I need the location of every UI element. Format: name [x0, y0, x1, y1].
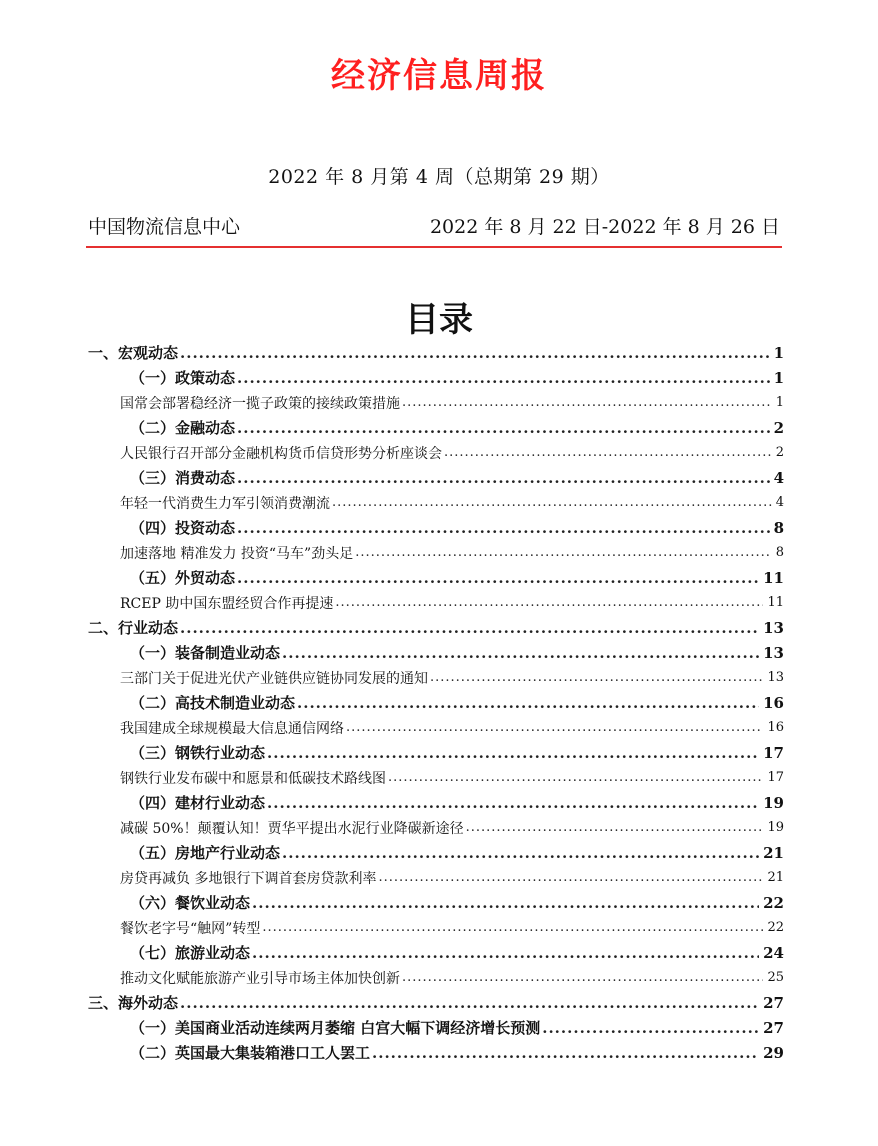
toc-entry-label: 加速落地 精准发力 投资“马车”劲头足	[120, 545, 354, 562]
toc-entry[interactable]	[88, 640, 784, 665]
toc-dot-leader	[332, 495, 772, 510]
toc-dot-leader	[282, 644, 759, 662]
toc-dot-leader	[252, 944, 759, 962]
toc-entry-page: 19	[767, 820, 784, 835]
header-divider	[86, 246, 782, 248]
toc-entry-page: 19	[763, 793, 784, 812]
toc-entry-label: 年轻一代消费生力军引领消费潮流	[120, 495, 330, 512]
toc-entry-label: 一、宏观动态	[88, 344, 179, 362]
toc-entry-page: 22	[767, 920, 784, 935]
toc-dot-leader	[237, 419, 770, 437]
toc-dot-leader	[430, 670, 763, 685]
toc-entry-label: （二）高技术制造业动态	[130, 694, 296, 712]
toc-entry-page: 2	[775, 445, 784, 460]
toc-entry-page: 27	[763, 993, 784, 1012]
toc-entry[interactable]	[88, 615, 784, 640]
toc-dot-leader	[252, 894, 759, 912]
toc-dot-leader	[282, 844, 759, 862]
toc-entry-page: 17	[763, 743, 784, 762]
toc-entry-page: 22	[763, 893, 784, 912]
toc-dot-leader	[542, 1019, 759, 1037]
toc-entry-label: 房贷再减负 多地银行下调首套房贷款利率	[120, 870, 377, 887]
document-title: 经济信息周报	[331, 56, 547, 96]
toc-entry-label: 二、行业动态	[88, 619, 179, 637]
toc-dot-leader	[372, 1044, 759, 1062]
toc-dot-leader	[466, 820, 764, 835]
toc-dot-leader	[402, 395, 772, 410]
toc-entry-label: （四）建材行业动态	[130, 794, 266, 812]
toc-entry[interactable]	[88, 690, 784, 715]
toc-entry-page: 21	[767, 870, 784, 885]
toc-entry-page: 8	[775, 545, 784, 560]
toc-dot-leader	[180, 619, 759, 637]
toc-entry-page: 11	[767, 595, 784, 610]
toc-dot-leader	[237, 369, 770, 387]
toc-entry[interactable]	[88, 540, 784, 565]
toc-entry-page: 24	[763, 943, 784, 962]
toc-entry[interactable]	[88, 390, 784, 415]
toc-entry-page: 11	[763, 568, 784, 587]
toc-entry-label: （三）钢铁行业动态	[130, 744, 266, 762]
toc-dot-leader	[346, 720, 763, 735]
toc-entry[interactable]	[88, 965, 784, 990]
toc-dot-leader	[378, 870, 763, 885]
toc-entry-label: （一）装备制造业动态	[130, 644, 281, 662]
toc-entry[interactable]	[88, 815, 784, 840]
toc-entry[interactable]	[88, 665, 784, 690]
toc-entry-page: 13	[763, 618, 784, 637]
toc-entry[interactable]	[88, 890, 784, 915]
publisher-name: 中国物流信息中心	[88, 216, 241, 238]
toc-entry-label: 我国建成全球规模最大信息通信网络	[120, 720, 344, 737]
toc-entry-label: 三、海外动态	[88, 994, 179, 1012]
toc-entry[interactable]	[88, 415, 784, 440]
toc-entry-label: （二）英国最大集装箱港口工人罢工	[130, 1044, 371, 1062]
toc-entry[interactable]	[88, 940, 784, 965]
toc-entry-label: （一）政策动态	[130, 369, 236, 387]
toc-dot-leader	[237, 519, 770, 537]
toc-entry-page: 4	[775, 495, 784, 510]
toc-entry-label: RCEP 助中国东盟经贸合作再提速	[120, 595, 334, 612]
toc-dot-leader	[402, 970, 763, 985]
toc-entry[interactable]	[88, 790, 784, 815]
toc-entry-page: 8	[773, 518, 784, 537]
toc-entry[interactable]	[88, 365, 784, 390]
toc-entry[interactable]	[88, 765, 784, 790]
toc-dot-leader	[444, 445, 772, 460]
toc-entry[interactable]	[88, 840, 784, 865]
toc-dot-leader	[262, 920, 763, 935]
table-of-contents	[88, 340, 784, 1065]
toc-entry-page: 17	[767, 770, 784, 785]
toc-entry[interactable]	[88, 915, 784, 940]
toc-dot-leader	[355, 545, 772, 560]
toc-entry-page: 25	[767, 970, 784, 985]
toc-entry-label: 减碳 50%！颠覆认知！贾华平提出水泥行业降碳新途径	[120, 820, 464, 837]
toc-entry-page: 27	[763, 1018, 784, 1037]
toc-entry-label: （五）房地产行业动态	[130, 844, 281, 862]
toc-entry[interactable]	[88, 715, 784, 740]
toc-dot-leader	[237, 469, 770, 487]
toc-entry-label: 餐饮老字号“触网”转型	[120, 920, 261, 937]
toc-entry[interactable]	[88, 865, 784, 890]
toc-entry[interactable]	[88, 440, 784, 465]
toc-heading: 目录	[405, 300, 473, 340]
toc-entry-page: 13	[763, 643, 784, 662]
toc-entry[interactable]	[88, 490, 784, 515]
date-range: 2022 年 8 月 22 日-2022 年 8 月 26 日	[429, 216, 780, 238]
toc-entry-page: 1	[773, 368, 784, 387]
toc-entry-label: （二）金融动态	[130, 419, 236, 437]
toc-dot-leader	[297, 694, 759, 712]
toc-entry-label: 钢铁行业发布碳中和愿景和低碳技术路线图	[120, 770, 386, 787]
toc-entry-label: （五）外贸动态	[130, 569, 236, 587]
toc-entry-label: 推动文化赋能旅游产业引导市场主体加快创新	[120, 970, 400, 987]
toc-dot-leader	[388, 770, 763, 785]
issue-line: 2022 年 8 月第 4 周（总期第 29 期）	[268, 166, 610, 188]
toc-entry-page: 2	[773, 418, 784, 437]
toc-entry-page: 1	[773, 343, 784, 362]
toc-dot-leader	[180, 344, 770, 362]
toc-entry-label: （六）餐饮业动态	[130, 894, 251, 912]
toc-entry-page: 4	[773, 468, 784, 487]
toc-entry-page: 1	[775, 395, 784, 410]
toc-entry-page: 16	[763, 693, 784, 712]
toc-entry-label: （三）消费动态	[130, 469, 236, 487]
toc-entry[interactable]	[88, 465, 784, 490]
toc-dot-leader	[237, 569, 759, 587]
toc-dot-leader	[267, 794, 759, 812]
toc-dot-leader	[335, 595, 763, 610]
toc-entry[interactable]	[88, 590, 784, 615]
toc-entry[interactable]	[88, 740, 784, 765]
toc-entry-page: 21	[763, 843, 784, 862]
toc-entry-label: （一）美国商业活动连续两月萎缩 白宫大幅下调经济增长预测	[130, 1019, 541, 1037]
toc-entry-label: （七）旅游业动态	[130, 944, 251, 962]
toc-entry[interactable]	[88, 1040, 784, 1065]
toc-entry[interactable]	[88, 1015, 784, 1040]
toc-dot-leader	[180, 994, 759, 1012]
toc-entry[interactable]	[88, 515, 784, 540]
toc-entry-label: 三部门关于促进光伏产业链供应链协同发展的通知	[120, 670, 428, 687]
toc-entry-label: （四）投资动态	[130, 519, 236, 537]
toc-entry-label: 人民银行召开部分金融机构货币信贷形势分析座谈会	[120, 445, 442, 462]
meta-row	[88, 212, 780, 240]
toc-entry[interactable]	[88, 340, 784, 365]
toc-entry[interactable]	[88, 990, 784, 1015]
toc-entry-page: 29	[763, 1043, 784, 1062]
toc-dot-leader	[267, 744, 759, 762]
toc-entry-page: 13	[767, 670, 784, 685]
toc-entry-page: 16	[767, 720, 784, 735]
toc-entry[interactable]	[88, 565, 784, 590]
toc-entry-label: 国常会部署稳经济一揽子政策的接续政策措施	[120, 395, 400, 412]
